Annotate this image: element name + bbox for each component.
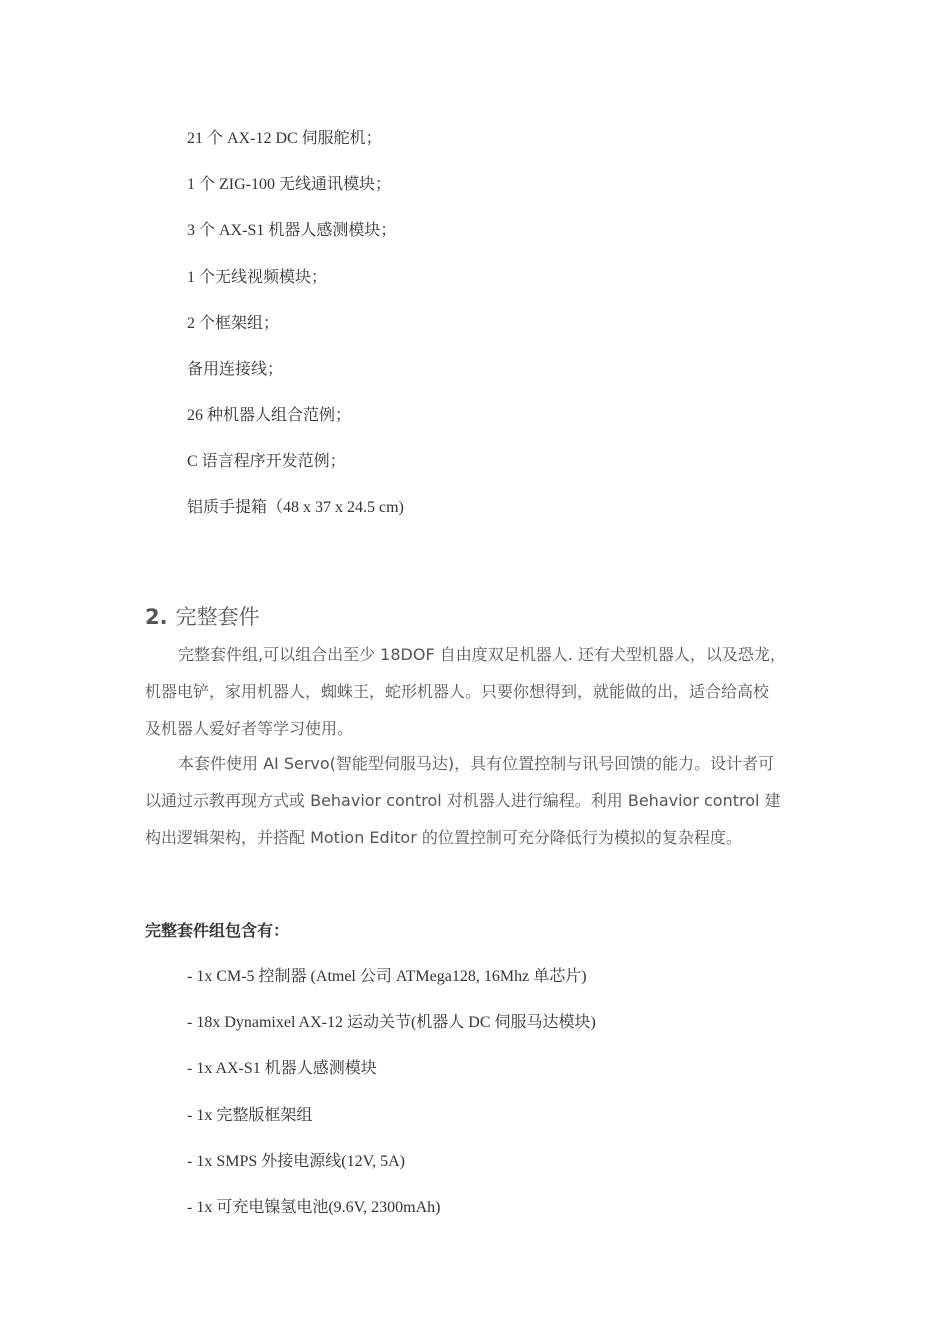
- paragraph-servo: [145, 745, 805, 856]
- list-item: 26 种机器人组合范例；: [187, 407, 352, 424]
- list-item: - 18x Dynamixel AX-12 运动关节(机器人 DC 伺服马达模块): [187, 1014, 596, 1031]
- list-item: C 语言程序开发范例；: [187, 453, 346, 470]
- kit-heading: 完整套件组包含有：: [145, 923, 290, 940]
- section-title: 完整套件: [175, 605, 260, 629]
- paragraph-line: 机器电铲，家用机器人，蜘蛛王，蛇形机器人。只要你想得到，就能做的出，适合给高校: [145, 682, 770, 701]
- paragraph-line: 及机器人爱好者等学习使用。: [145, 719, 354, 738]
- list-item: 21 个 AX-12 DC 伺服舵机；: [187, 130, 382, 147]
- list-item: - 1x CM-5 控制器 (Atmel 公司 ATMega128, 16Mhz 单芯片): [187, 968, 587, 985]
- list-item: 1 个 ZIG-100 无线通讯模块；: [187, 176, 391, 193]
- paragraph-intro: [145, 636, 805, 747]
- paragraph-line: 本套件使用 AI Servo(智能型伺服马达)，具有位置控制与讯号回馈的能力。设计者可: [178, 754, 775, 773]
- list-item: 备用连接线；: [187, 361, 284, 378]
- list-item: - 1x AX-S1 机器人感测模块: [187, 1060, 377, 1077]
- list-item: 1 个无线视频模块；: [187, 269, 328, 286]
- list-item: 2 个框架组；: [187, 315, 280, 332]
- list-item: 3 个 AX-S1 机器人感测模块；: [187, 222, 397, 239]
- paragraph-line: 构出逻辑架构，并搭配 Motion Editor 的位置控制可充分降低行为模拟的复杂程度。: [145, 828, 742, 847]
- section-number: 2.: [145, 605, 168, 629]
- section-heading: [145, 603, 260, 631]
- list-item: - 1x SMPS 外接电源线(12V, 5A): [187, 1153, 405, 1170]
- paragraph-line: 以通过示教再现方式或 Behavior control 对机器人进行编程。利用 Behavior control 建: [145, 791, 781, 810]
- list-item: - 1x 可充电镍氢电池(9.6V, 2300mAh): [187, 1199, 441, 1216]
- list-item: 铝质手提箱（48 x 37 x 24.5 cm): [187, 499, 404, 516]
- list-item: - 1x 完整版框架组: [187, 1107, 313, 1124]
- paragraph-line: 完整套件组,可以组合出至少 18DOF 自由度双足机器人. 还有犬型机器人，以及恐龙，: [178, 645, 786, 664]
